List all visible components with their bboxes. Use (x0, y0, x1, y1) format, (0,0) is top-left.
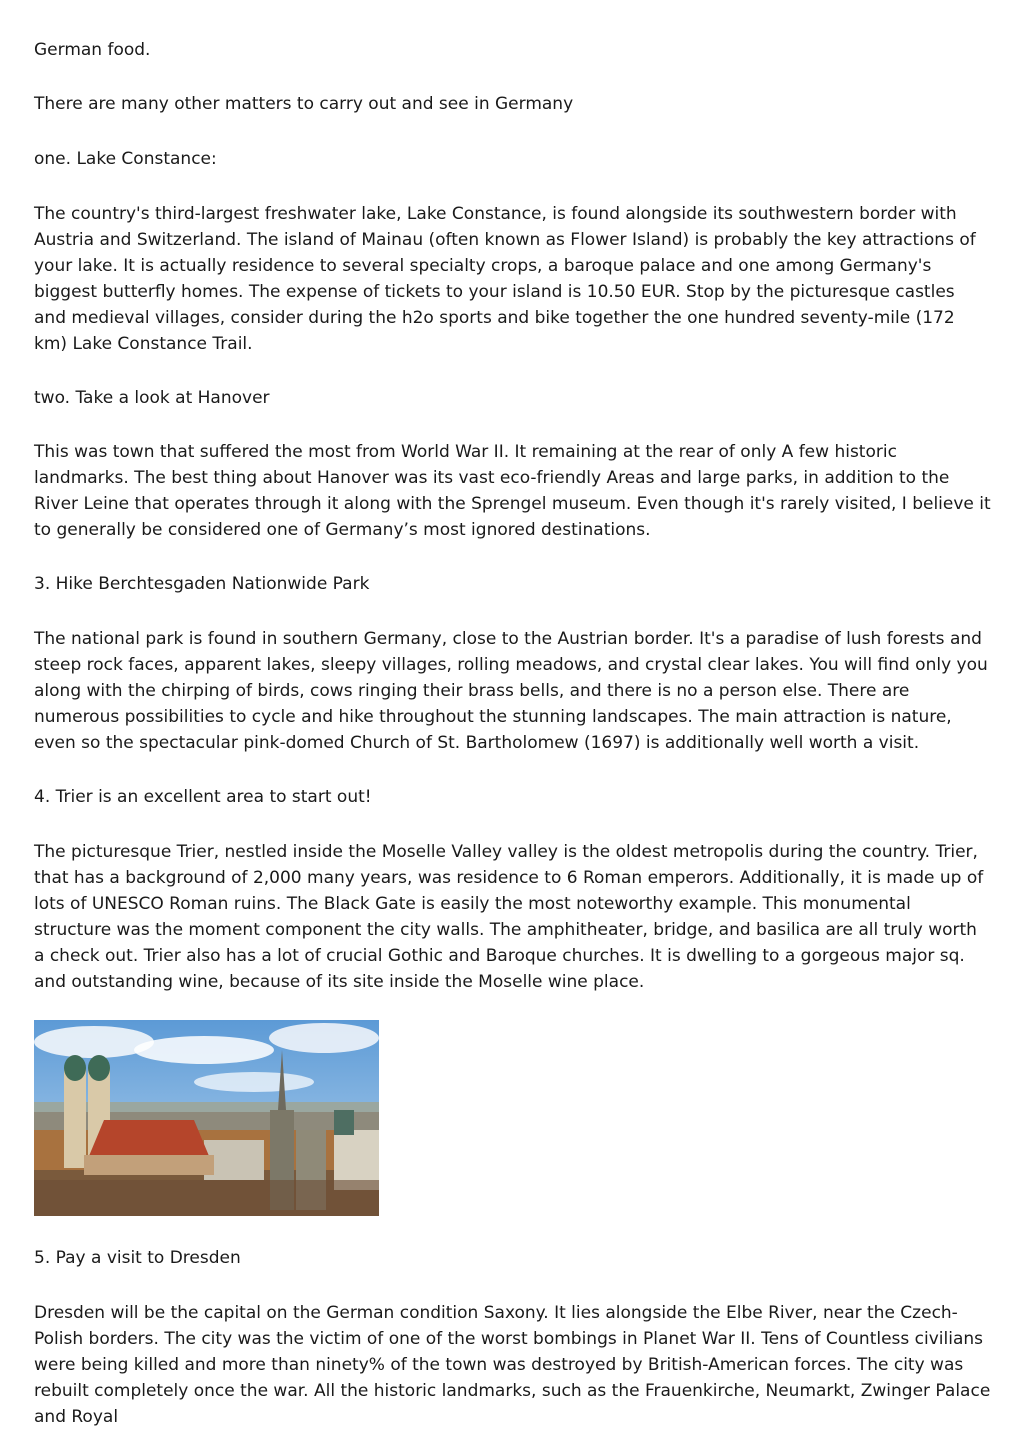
section-heading: two. Take a look at Hanover (34, 388, 270, 408)
paragraph: The national park is found in southern Germany, close to the Austrian border. It's a paradise of lush forests and steep rock faces, apparent lakes, sleepy villages, rolling meadows, and crystal clear lakes. You will find only you along with the chirping of birds, cows ringing their brass bells, and there is no a person else. There are numerous possibilities to cycle and hike throughout the stunning landscapes. The main attraction is nature, even so the spectacular pink-domed Church of St. Bartholomew (1697) is additionally well worth a visit. (34, 629, 988, 753)
city-photo (34, 1020, 379, 1216)
paragraph: Dresden will be the capital on the German condition Saxony. It lies alongside the Elbe River, near the Czech-Polish borders. The city was the victim of one of the worst bombings in Planet War II. Tens of Countless civilians were being killed and more than ninety% of the town was destroyed by British-American forces. The city was rebuilt completely once the war. All the historic landmarks, such as the Frauenkirche, Neumarkt, Zwinger Palace and Royal (34, 1303, 991, 1427)
section-heading: 3. Hike Berchtesgaden Nationwide Park (34, 574, 370, 594)
section-heading: 5. Pay a visit to Dresden (34, 1248, 241, 1268)
paragraph: The picturesque Trier, nestled inside the Moselle Valley valley is the oldest metropolis during the country. Trier, that has a background of 2,000 many years, was residence to 6 Roman emperors. Additionally, it is made up of lots of UNESCO Roman ruins. The Black Gate is easily the most noteworthy example. This monumental structure was the moment component the city walls. The amphitheater, bridge, and basilica are all truly worth a check out. Trier also has a lot of crucial Gothic and Baroque churches. It is dwelling to a gorgeous major sq. and outstanding wine, because of its site inside the Moselle wine place. (34, 842, 984, 992)
section-heading: one. Lake Constance: (34, 149, 217, 169)
paragraph: German food. (34, 40, 151, 60)
munich-skyline-image (34, 1020, 379, 1216)
paragraph: There are many other matters to carry out and see in Germany (34, 94, 574, 114)
section-heading: 4. Trier is an excellent area to start out! (34, 787, 372, 807)
paragraph: The country's third-largest freshwater lake, Lake Constance, is found alongside its southwestern border with Austria and Switzerland. The island of Mainau (often known as Flower Island) is probably the key attractions of your lake. It is actually residence to several specialty crops, a baroque palace and one among Germany's biggest butterfly homes. The expense of tickets to your island is 10.50 EUR. Stop by the picturesque castles and medieval villages, consider during the h2o sports and bike together the one hundred seventy-mile (172 km) Lake Constance Trail. (34, 204, 976, 354)
paragraph: This was town that suffered the most from World War II. It remaining at the rear of only A few historic landmarks. The best thing about Hanover was its vast eco-friendly Areas and large parks, in addition to the River Leine that operates through it along with the Sprengel museum. Even though it's rarely visited, I believe it to generally be considered one of Germany’s most ignored destinations. (34, 442, 991, 540)
